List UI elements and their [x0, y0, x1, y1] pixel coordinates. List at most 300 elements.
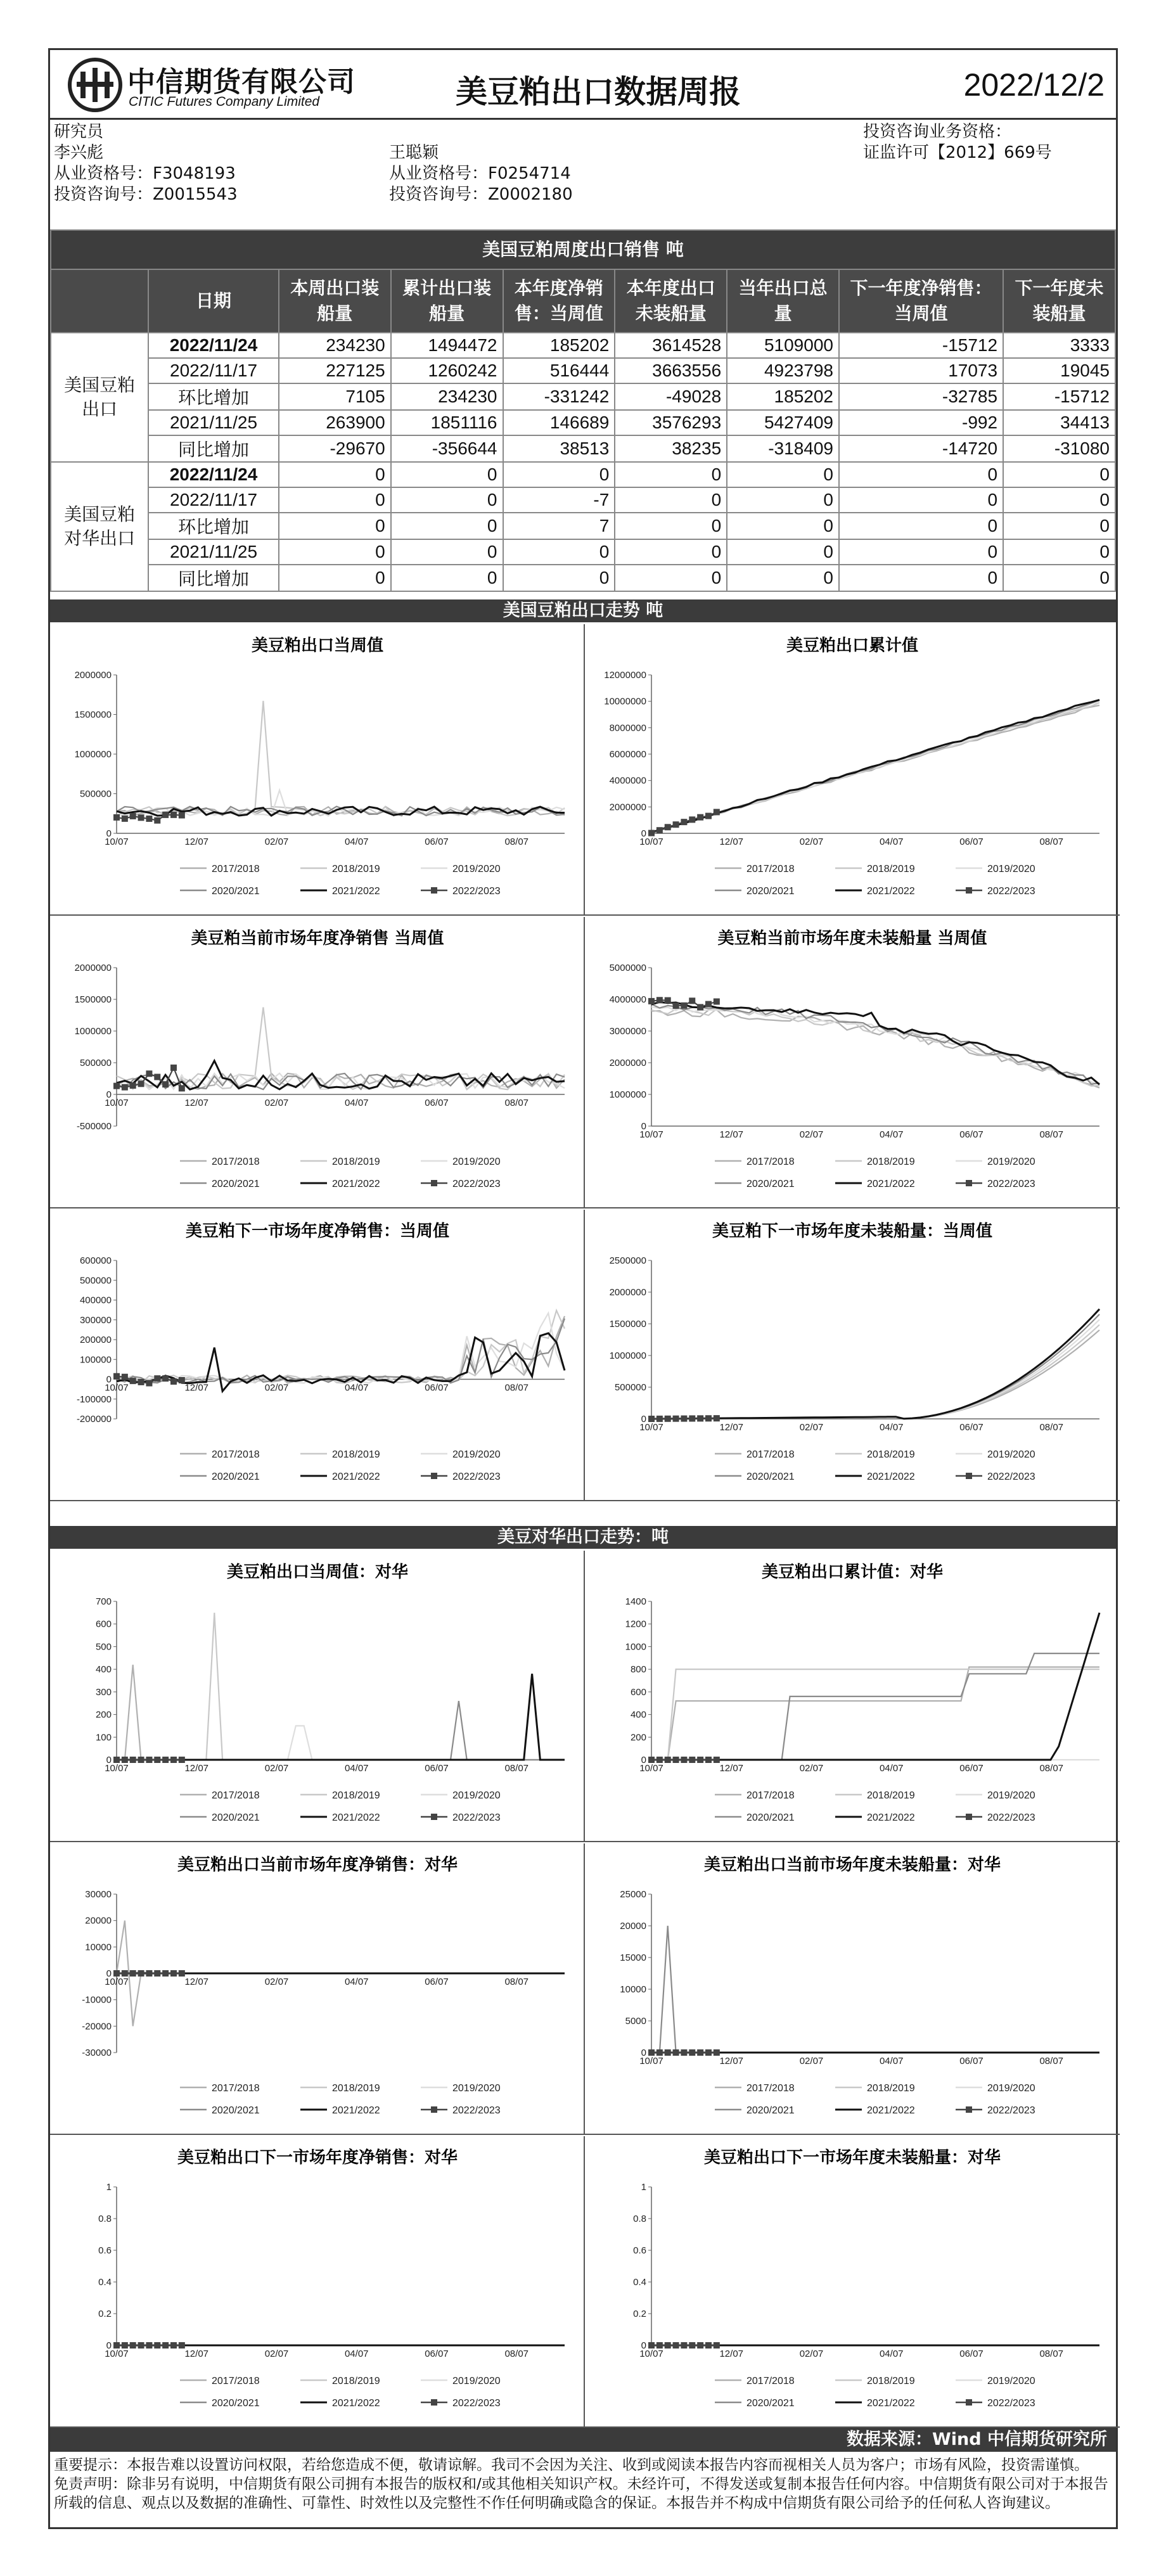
qualification-value: 证监许可【2012】669号: [863, 143, 1052, 162]
series-marker: [648, 998, 655, 1004]
cell-value: 0: [503, 539, 615, 565]
cell-value: 0: [279, 565, 391, 591]
series-marker: [122, 1374, 128, 1380]
series-marker: [170, 812, 177, 818]
x-tick-label: 10/07: [639, 2349, 663, 2359]
cell-value: 0: [279, 513, 391, 539]
y-tick-label: 1000000: [609, 1350, 646, 1361]
legend-label: 2022/2023: [987, 886, 1035, 897]
row-date: 同比增加: [148, 565, 279, 591]
series-line: [117, 1726, 565, 1760]
y-tick-label: -10000: [82, 1994, 112, 2006]
series-line: [651, 1004, 1099, 1084]
line-chart: [50, 2136, 585, 2428]
series-marker: [146, 1757, 152, 1763]
y-tick-label: 4000000: [609, 994, 646, 1005]
company-name-cn: 中信期货有限公司: [127, 66, 356, 98]
x-tick-label: 08/07: [504, 836, 529, 847]
legend-label: 2018/2019: [332, 1790, 380, 1801]
y-tick-label: 0.6: [98, 2245, 112, 2256]
chart-panel: [50, 624, 585, 916]
legend-label: 2020/2021: [746, 2398, 795, 2409]
legend-marker: [966, 1180, 972, 1186]
series-marker: [179, 1377, 185, 1383]
line-chart: [50, 624, 585, 916]
column-header: 本年度出口未装船量: [615, 269, 727, 333]
legend-label: 2017/2018: [212, 1157, 260, 1167]
line-chart: [585, 1551, 1120, 1842]
row-date: 2022/11/17: [148, 487, 279, 513]
legend-label: 2019/2020: [452, 1790, 501, 1801]
x-tick-label: 12/07: [184, 1098, 209, 1108]
series-marker: [705, 1415, 712, 1421]
y-tick-label: 500000: [614, 1382, 646, 1393]
cell-value: 1851116: [391, 410, 503, 435]
y-tick-label: 200: [95, 1709, 112, 1721]
y-tick-label: 600: [95, 1618, 112, 1630]
y-tick-label: 12000000: [604, 670, 646, 681]
x-tick-label: 06/07: [959, 1129, 983, 1140]
cell-value: 0: [615, 565, 727, 591]
y-tick-label: 2500000: [609, 1255, 646, 1266]
cell-value: 3614528: [615, 333, 727, 358]
column-header: 下一年度未装船量: [1003, 269, 1115, 333]
y-tick-label: 0: [641, 1121, 646, 1132]
legend-label: 2022/2023: [987, 1471, 1035, 1482]
x-tick-label: 04/07: [344, 1098, 369, 1108]
cell-value: 1494472: [391, 333, 503, 358]
series-marker: [130, 813, 136, 819]
cell-value: 185202: [727, 383, 839, 410]
series-marker: [146, 1380, 152, 1387]
legend-label: 2021/2022: [332, 1471, 380, 1482]
cell-value: 19045: [1003, 358, 1115, 383]
x-tick-label: 08/07: [1039, 2349, 1064, 2359]
table-row: [51, 487, 1115, 513]
line-chart: [585, 2136, 1120, 2428]
chart-title: 美豆粕下一市场年度净销售：当周值: [185, 1222, 450, 1241]
series-marker: [697, 1757, 703, 1763]
x-tick-label: 12/07: [184, 836, 209, 847]
series-marker: [648, 1416, 655, 1422]
cell-value: 38235: [615, 435, 727, 462]
line-chart: [50, 917, 585, 1208]
legend-label: 2020/2021: [746, 1812, 795, 1823]
series-marker: [697, 2342, 703, 2349]
x-tick-label: 06/07: [425, 1098, 449, 1108]
series-marker: [170, 1757, 177, 1763]
x-tick-label: 10/07: [639, 1129, 663, 1140]
series-line: [651, 1309, 1099, 1419]
cell-value: 0: [1003, 565, 1115, 591]
cell-value: 0: [839, 565, 1003, 591]
series-marker: [122, 1084, 128, 1091]
legend-label: 2019/2020: [987, 1790, 1035, 1801]
series-marker: [673, 1416, 679, 1422]
series-marker: [665, 2342, 671, 2349]
series-marker: [697, 2049, 703, 2056]
series-marker: [113, 1083, 120, 1089]
y-tick-label: 5000000: [609, 963, 646, 973]
cell-value: 34413: [1003, 410, 1115, 435]
series-marker: [162, 2342, 169, 2349]
series-marker: [648, 2049, 655, 2056]
legend-label: 2022/2023: [452, 1179, 501, 1189]
series-marker: [705, 2049, 712, 2056]
researcher-col-2: [389, 143, 573, 205]
x-tick-label: 04/07: [879, 1763, 904, 1774]
x-tick-label: 02/07: [264, 1977, 289, 1987]
y-tick-label: 0.8: [98, 2214, 112, 2224]
report-date: 2022/12/2: [963, 67, 1105, 103]
license-number: 从业资格号：F3048193: [54, 164, 236, 183]
series-marker: [689, 1757, 695, 1763]
cell-value: 0: [391, 487, 503, 513]
cell-value: 0: [839, 462, 1003, 487]
series-marker: [170, 1970, 177, 1977]
x-tick-label: 12/07: [184, 1977, 209, 1987]
column-header: 本周出口装船量: [279, 269, 391, 333]
series-marker: [179, 1757, 185, 1763]
legend-label: 2022/2023: [452, 2105, 501, 2116]
cell-value: 3663556: [615, 358, 727, 383]
series-marker: [657, 1757, 663, 1763]
x-tick-label: 02/07: [264, 836, 289, 847]
legend-label: 2017/2018: [746, 2376, 795, 2387]
column-header: 下一年度净销售：当周值: [839, 269, 1003, 333]
chart-title: 美豆粕出口当前市场年度未装船量：对华: [703, 1855, 1001, 1874]
series-marker: [705, 1001, 712, 1008]
series-marker: [130, 1757, 136, 1763]
legend-label: 2018/2019: [332, 2083, 380, 2094]
series-marker: [154, 1375, 160, 1381]
y-tick-label: 600000: [79, 1255, 112, 1266]
x-tick-label: 10/07: [105, 1977, 129, 1987]
cell-value: 0: [279, 462, 391, 487]
y-tick-label: 200: [630, 1732, 646, 1743]
x-tick-label: 08/07: [504, 1763, 529, 1774]
cell-value: -7: [503, 487, 615, 513]
series-line: [117, 1674, 565, 1760]
row-date: 2022/11/24: [148, 462, 279, 487]
legend-label: 2018/2019: [867, 2083, 915, 2094]
y-tick-label: 25000: [620, 1889, 646, 1900]
series-marker: [138, 1080, 144, 1087]
cell-value: 146689: [503, 410, 615, 435]
date-header: 日期: [148, 269, 279, 333]
export-table-wrap: [50, 229, 1116, 592]
x-tick-label: 06/07: [425, 836, 449, 847]
y-tick-label: 500: [95, 1641, 112, 1653]
legend-label: 2019/2020: [452, 1449, 501, 1460]
y-tick-label: 2000000: [74, 963, 112, 973]
series-marker: [657, 997, 663, 1003]
y-tick-label: 10000: [620, 1984, 646, 1995]
series-line: [651, 1669, 1099, 1760]
cell-value: 0: [839, 539, 1003, 565]
legend-label: 2020/2021: [212, 2105, 260, 2116]
cell-value: 516444: [503, 358, 615, 383]
legend-label: 2022/2023: [987, 1179, 1035, 1189]
cell-value: -29670: [279, 435, 391, 462]
series-marker: [122, 816, 128, 822]
y-tick-label: 15000: [620, 1952, 646, 1963]
table-row: [51, 435, 1115, 462]
y-tick-label: 20000: [620, 1921, 646, 1932]
legend-marker: [966, 2106, 972, 2113]
series-marker: [146, 1070, 152, 1077]
cell-value: 3576293: [615, 410, 727, 435]
y-tick-label: 0: [106, 828, 112, 839]
cell-value: 7: [503, 513, 615, 539]
series-line: [651, 1613, 1099, 1760]
series-marker: [146, 816, 152, 822]
chart-panel: [50, 1843, 585, 2135]
legend-label: 2020/2021: [746, 1471, 795, 1482]
chart-panel: [50, 917, 585, 1208]
x-tick-label: 10/07: [105, 1763, 129, 1774]
cell-value: 0: [1003, 539, 1115, 565]
x-tick-label: 06/07: [425, 1763, 449, 1774]
legend-label: 2022/2023: [452, 2398, 501, 2409]
y-tick-label: 100: [95, 1732, 112, 1743]
series-marker: [673, 2342, 679, 2349]
series-line: [117, 701, 565, 816]
legend-label: 2017/2018: [746, 1790, 795, 1801]
researcher-label: 研究员: [54, 122, 104, 141]
y-tick-label: 0: [641, 2340, 646, 2351]
y-tick-label: 0.6: [633, 2245, 646, 2256]
x-tick-label: 04/07: [344, 1382, 369, 1394]
line-chart: [50, 1210, 585, 1501]
chart-panel: [585, 624, 1120, 916]
legend-label: 2018/2019: [332, 2376, 380, 2387]
series-line: [651, 1667, 1099, 1760]
x-tick-label: 10/07: [105, 1098, 129, 1108]
legend-label: 2022/2023: [452, 886, 501, 897]
y-tick-label: 300000: [79, 1314, 112, 1326]
x-tick-label: 10/07: [639, 1763, 663, 1774]
series-marker: [705, 2342, 712, 2349]
y-tick-label: 0.8: [633, 2214, 646, 2224]
series-marker: [681, 819, 687, 825]
important-notice: 重要提示：本报告难以设置访问权限，若给您造成不便，敬请谅解。我司不会因为关注、收到或阅读本报告内容而视相关人员为客户；市场有风险，投资需谨慎。: [54, 2457, 1089, 2473]
legend-label: 2022/2023: [987, 1812, 1035, 1823]
chart-title: 美豆粕出口下一市场年度未装船量：对华: [703, 2148, 1001, 2167]
series-marker: [162, 1757, 169, 1763]
y-tick-label: 1500000: [609, 1319, 646, 1330]
y-tick-label: -100000: [76, 1394, 112, 1405]
y-tick-label: -20000: [82, 2021, 112, 2032]
cell-value: 0: [503, 565, 615, 591]
chart-title: 美豆粕当前市场年度未装船量 当周值: [717, 929, 987, 948]
cell-value: 0: [391, 565, 503, 591]
x-tick-label: 12/07: [719, 2056, 744, 2067]
legend-label: 2017/2018: [212, 2376, 260, 2387]
chart-title: 美豆粕出口当前市场年度净销售：对华: [177, 1855, 458, 1874]
legend-label: 2020/2021: [212, 1179, 260, 1189]
y-tick-label: 0: [641, 828, 646, 839]
series-marker: [138, 1970, 144, 1977]
x-tick-label: 08/07: [504, 1098, 529, 1108]
x-tick-label: 06/07: [425, 2349, 449, 2359]
y-tick-label: 1: [641, 2182, 646, 2193]
x-tick-label: 06/07: [959, 1422, 983, 1433]
series-marker: [113, 2342, 120, 2349]
legend-label: 2021/2022: [332, 2398, 380, 2409]
series-marker: [714, 2342, 720, 2349]
legend-label: 2021/2022: [332, 2105, 380, 2116]
x-tick-label: 02/07: [799, 1129, 824, 1140]
qualification-col: [863, 122, 1052, 163]
x-tick-label: 08/07: [504, 2349, 529, 2359]
china-trend-band: 美豆对华出口走势：吨: [50, 1526, 1116, 1549]
legend-marker: [431, 1473, 437, 1479]
chart-panel: [585, 1210, 1120, 1501]
column-header: 本年度净销售：当周值: [503, 269, 615, 333]
series-marker: [657, 2342, 663, 2349]
cell-value: 0: [727, 487, 839, 513]
cell-value: 0: [279, 539, 391, 565]
series-line: [651, 1009, 1099, 1087]
legend-label: 2017/2018: [212, 864, 260, 875]
column-header: 当年出口总量: [727, 269, 839, 333]
y-tick-label: 3000000: [609, 1026, 646, 1037]
cell-value: 3333: [1003, 333, 1115, 358]
y-tick-label: 6000000: [609, 749, 646, 760]
table-corner: [51, 269, 148, 333]
series-marker: [122, 1970, 128, 1977]
x-tick-label: 04/07: [879, 1129, 904, 1140]
y-tick-label: 0: [106, 1968, 112, 1979]
series-marker: [673, 1003, 679, 1009]
y-tick-label: 0: [641, 1414, 646, 1425]
cell-value: 7105: [279, 383, 391, 410]
cell-value: 263900: [279, 410, 391, 435]
x-tick-label: 10/07: [105, 836, 129, 847]
series-marker: [113, 1757, 120, 1763]
researcher-info: [50, 122, 1116, 229]
legend-label: 2021/2022: [867, 1812, 915, 1823]
y-tick-label: 1400: [625, 1596, 646, 1607]
series-line: [117, 1701, 565, 1760]
legend-label: 2021/2022: [332, 886, 380, 897]
qualification-label: 投资咨询业务资格：: [863, 122, 1012, 141]
series-marker: [657, 2049, 663, 2056]
table-row: [51, 462, 1115, 487]
cell-value: -14720: [839, 435, 1003, 462]
series-marker: [179, 2342, 185, 2349]
series-marker: [714, 2049, 720, 2056]
y-tick-label: 600: [630, 1686, 646, 1698]
x-tick-label: 02/07: [264, 1098, 289, 1108]
x-tick-label: 04/07: [344, 1763, 369, 1774]
table-row: [51, 383, 1115, 410]
legend-label: 2018/2019: [867, 1449, 915, 1460]
series-marker: [689, 2049, 695, 2056]
cell-value: -356644: [391, 435, 503, 462]
chart-title: 美豆粕下一市场年度未装船量：当周值: [712, 1222, 993, 1241]
y-tick-label: 400000: [79, 1295, 112, 1306]
series-marker: [697, 1004, 703, 1010]
y-tick-label: 10000000: [604, 696, 646, 707]
chart-title: 美豆粕出口当周值: [251, 636, 384, 655]
legend-label: 2018/2019: [332, 864, 380, 875]
cell-value: 5427409: [727, 410, 839, 435]
y-tick-label: 1000000: [74, 749, 112, 760]
legend-label: 2020/2021: [746, 1179, 795, 1189]
cell-value: -331242: [503, 383, 615, 410]
series-marker: [681, 1757, 687, 1763]
x-tick-label: 04/07: [879, 1422, 904, 1433]
table-row: [51, 539, 1115, 565]
y-tick-label: 1: [106, 2182, 112, 2193]
series-marker: [689, 1415, 695, 1421]
x-tick-label: 10/07: [639, 836, 663, 847]
y-tick-label: 0: [106, 2340, 112, 2351]
legend-label: 2021/2022: [332, 1179, 380, 1189]
legend-label: 2017/2018: [746, 864, 795, 875]
legend-label: 2018/2019: [867, 864, 915, 875]
series-marker: [113, 1970, 120, 1977]
y-tick-label: 1500000: [74, 709, 112, 721]
series-marker: [697, 814, 703, 821]
line-chart: [50, 1551, 585, 1842]
table-row: [51, 410, 1115, 435]
cell-value: 0: [727, 462, 839, 487]
legend-label: 2020/2021: [212, 1812, 260, 1823]
x-tick-label: 12/07: [719, 2349, 744, 2359]
cell-value: 17073: [839, 358, 1003, 383]
series-marker: [648, 830, 655, 836]
series-marker: [122, 2342, 128, 2349]
row-date: 2021/11/25: [148, 539, 279, 565]
cell-value: 38513: [503, 435, 615, 462]
series-marker: [657, 827, 663, 833]
y-tick-label: 0.2: [98, 2309, 112, 2319]
legend-label: 2017/2018: [746, 2083, 795, 2094]
series-marker: [689, 816, 695, 823]
x-tick-label: 08/07: [504, 1977, 529, 1987]
x-tick-label: 02/07: [799, 1763, 824, 1774]
y-tick-label: 700: [95, 1596, 112, 1607]
cell-value: 0: [727, 539, 839, 565]
x-tick-label: 12/07: [719, 1422, 744, 1433]
line-chart: [585, 1843, 1120, 2135]
legend-label: 2020/2021: [746, 886, 795, 897]
legend-label: 2017/2018: [746, 1157, 795, 1167]
x-tick-label: 08/07: [1039, 1129, 1064, 1140]
legend-label: 2019/2020: [987, 2376, 1035, 2387]
y-tick-label: 500000: [79, 1275, 112, 1286]
legend-label: 2019/2020: [452, 864, 501, 875]
cell-value: 0: [391, 513, 503, 539]
y-tick-label: 800: [630, 1664, 646, 1676]
legend-label: 2017/2018: [746, 1449, 795, 1460]
legend-label: 2019/2020: [987, 864, 1035, 875]
series-marker: [665, 1757, 671, 1763]
x-tick-label: 02/07: [264, 2349, 289, 2359]
researcher-col-1: [54, 122, 238, 205]
chart-panel: [50, 1210, 585, 1501]
y-tick-label: 0: [641, 1755, 646, 1765]
group-label: 美国豆粕对华出口: [51, 462, 148, 591]
row-date: 2022/11/17: [148, 358, 279, 383]
group-label: 美国豆粕出口: [51, 333, 148, 462]
table-row: [51, 333, 1115, 358]
chart-panel: [50, 2136, 585, 2428]
y-tick-label: 10000: [85, 1942, 112, 1953]
